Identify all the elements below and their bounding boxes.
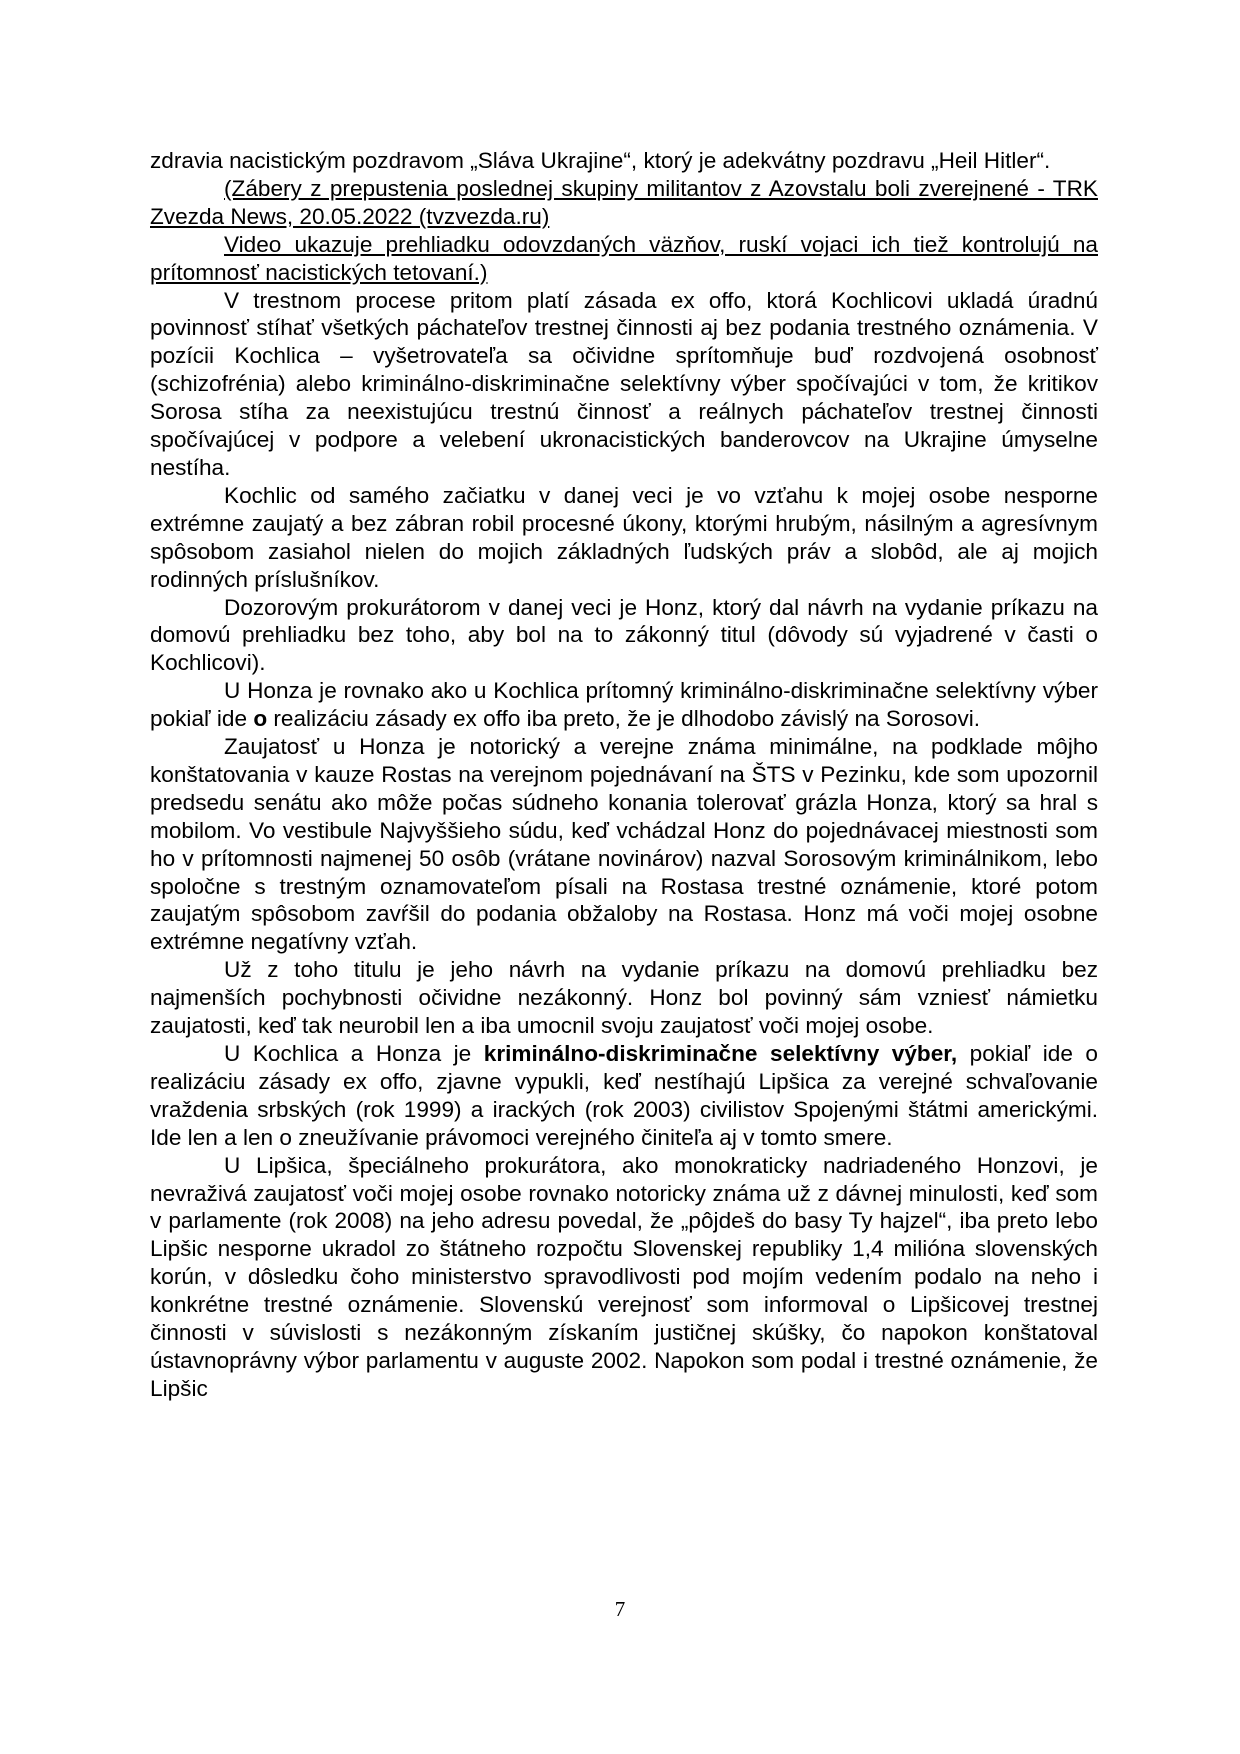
paragraph-supervising-prosecutor: Dozorovým prokurátorom v danej veci je Honz, ktorý dal návrh na vydanie príkazu na domovú prehliadku bez toho, aby bol na to zákonný titul (dôvody sú vyjadrené v časti o Kochlicovi). bbox=[150, 594, 1098, 676]
page-number: 7 bbox=[614, 1597, 626, 1621]
paragraph-ex-offo: V trestnom procese pritom platí zásada ex offo, ktorá Kochlicovi ukladá úradnú povinnosť stíhať všetkých páchateľov trestnej činnosti aj bez podania trestného oznámenia. V pozícii Kochlica – vyšetrovateľa sa očividne sprítomňuje buď rozdvojená osobnosť (schizofrénia) alebo kriminálno-diskriminačne selektívny výber spočívajúci v tom, že kritikov Sorosa stíha za neexistujúcu trestnú činnosť a reálnych páchateľov trestnej činnosti spočívajúcej v podpore a velebení ukronacistických banderovcov na Ukrajine úmyselne nestíha. bbox=[150, 287, 1098, 480]
paragraph-text: U Kochlica a Honza je bbox=[224, 1041, 484, 1066]
document-body bbox=[150, 147, 1098, 1403]
paragraph-selective-selection bbox=[150, 1040, 1098, 1152]
paragraph-honz-selective bbox=[150, 677, 1098, 733]
paragraph-continuation: zdravia nacistickým pozdravom „Sláva Ukrajine“, ktorý je adekvátny pozdravu „Heil Hitler“. bbox=[150, 148, 1051, 173]
bold-text: o bbox=[253, 706, 268, 732]
paragraph-honz-bias: Zaujatosť u Honza je notorický a verejne známa minimálne, na podklade môjho konštatovania v kauze Rostas na verejnom pojednávaní na ŠTS v Pezinku, kde som upozornil predsedu senátu ako môže počas súdneho konania tolerovať grázla Honza, ktorý sa hral s mobilom. Vo vestibule Najvyššieho súdu, keď vchádzal Honz do pojednávacej miestnosti som ho v prítomnosti najmenej 50 osôb (vrátane novinárov) nazval Sorosovým kriminálnikom, lebo spoločne s trestným oznamovateľom písali na Rostasa trestné oznámenie, ktoré potom zaujatým spôsobom zavŕšil do podania obžaloby na Rostasa. Honz má voči mojej osobne extrémne negatívny vzťah. bbox=[150, 734, 1098, 955]
paragraph-text: realizáciu zásady ex offo iba preto, že je dlhodobo závislý na Sorosovi. bbox=[267, 706, 981, 732]
paragraph-kochlic-bias: Kochlic od samého začiatku v danej veci je vo vzťahu k mojej osobe nesporne extrémne zaujatý a bez zábran robil procesné úkony, ktorými hrubým, násilným a agresívnym spôsobom zasiahol nielen do mojich základných ľudských práv a slobôd, ale aj mojich rodinných príslušníkov. bbox=[150, 482, 1098, 592]
paragraph-video-description: Video ukazuje prehliadku odovzdaných väzňov, ruskí vojaci ich tiež kontrolujú na prítomnosť nacistických tetovaní.) bbox=[150, 231, 1098, 285]
paragraph-text: U Honza je rovnako ako u Kochlica prítomný kriminálno-diskriminačne selektívny výber pokiaľ ide bbox=[150, 678, 1098, 732]
paragraph-video-source: (Zábery z prepustenia poslednej skupiny militantov z Azovstalu boli zverejnené - TRK Zvezda News, 20.05.2022 (tvzvezda.ru) bbox=[150, 175, 1098, 229]
paragraph-search-order: Už z toho titulu je jeho návrh na vydanie príkazu na domovú prehliadku bez najmenších pochybnosti očividne nezákonný. Honz bol povinný sám vzniesť námietku zaujatosti, keď tak neurobil len a iba umocnil svoju zaujatosť voči mojej osobe. bbox=[150, 957, 1098, 1039]
bold-text: kriminálno-diskriminačne selektívny výber, bbox=[483, 1041, 958, 1066]
paragraph-text: pokiaľ ide o realizáciu zásady ex offo, zjavne vypukli, keď nestíhajú Lipšica za verejné schvaľovanie vraždenia srbských (rok 1999) a irackých (rok 2003) civilistov Spojenými štátmi americkými. Ide len a len o zneužívanie právomoci verejného činiteľa aj v tomto smere. bbox=[150, 1041, 1098, 1150]
paragraph-lipsic: U Lipšica, špeciálneho prokurátora, ako monokraticky nadriadeného Honzovi, je nevraživá zaujatosť voči mojej osobe rovnako notoricky známa už z dávnej minulosti, keď som v parlamente (rok 2008) na jeho adresu povedal, že „pôjdeš do basy Ty hajzel“, iba preto lebo Lipšic nesporne ukradol zo štátneho rozpočtu Slovenskej republiky 1,4 milióna slovenských korún, v dôsledku čoho ministerstvo spravodlivosti pod mojím vedením podalo na neho i konkrétne trestné oznámenie. Slovenskú verejnosť som informoval o Lipšicovej trestnej činnosti v súvislosti s nezákonným získaním justičnej skúšky, čo napokon konštatoval ústavnoprávny výbor parlamentu v auguste 2002. Napokon som podal i trestné oznámenie, že Lipšic bbox=[150, 1152, 1098, 1401]
